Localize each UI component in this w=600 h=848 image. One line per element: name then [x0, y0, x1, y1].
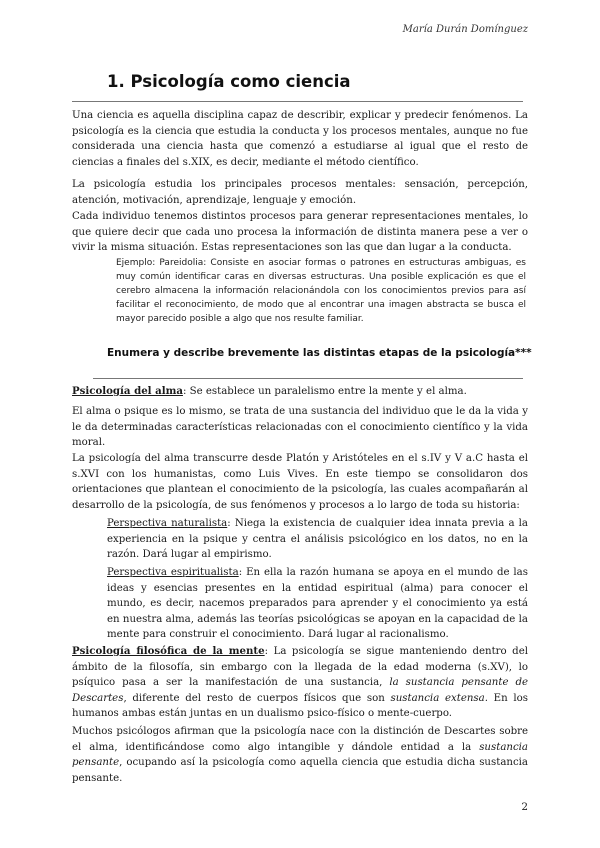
section-heading-etapas: Enumera y describe brevemente las distintas etapas de la psicología*** [107, 347, 532, 359]
descartes-text-2: , ocupando así la psicología como aquella ciencia que estudia dicha sustancia pensante. [72, 757, 528, 784]
paragraph-filosofica [72, 644, 528, 722]
paragraph-alma-psique: El alma o psique es lo mismo, se trata de una sustancia del individuo que le da la vida y le da determinadas características relacionadas con el conocimiento científico y la vida moral. [72, 406, 528, 449]
naturalista-text: : Niega la existencia de cualquier idea innata previa a la experiencia en la psique y centra el análisis psicológico en los datos, no en la razón. Dará lugar al empirismo. [107, 518, 528, 561]
descartes-text-1: Muchos psicólogos afirman que la psicología nace con la distinción de Descartes sobre el alma, identificándose como algo intangible y dándole entidad a la [72, 726, 528, 753]
descartes-italic: sustancia pensante [72, 741, 528, 769]
author-header: María Durán Domínguez [402, 24, 528, 35]
example-pareidolia: Ejemplo: Pareidolia: Consiste en asociar formas o patrones en estructuras ambiguas, es muy común identificar caras en diversas estructuras. Una posible explicación es que el cerebro almacena la información relacionándola con los conocimientos previos para así facilitar el reconocimiento, de modo que al encontrar una imagen abstracta se busca el mayor parecido posible a algo que nos resulte familiar. [116, 258, 526, 324]
page-number: 2 [521, 801, 528, 813]
section-title: 1. Psicología como ciencia [107, 72, 351, 91]
term-perspectiva-espiritualista: Perspectiva espiritualista [107, 567, 239, 578]
filosofica-italic-1: la sustancia pensante de Descartes [72, 677, 528, 704]
paragraph-descartes [72, 724, 528, 786]
espiritualista-text: : En ella la razón humana se apoya en el mundo de las ideas y esencias presentes en la entidad espiritual (alma) para conocer el mundo, es decir, nacemos preparados para aprender y el conocimiento ya está en nuestra alma, además las teorías psicológicas se apoyan en la capacidad de la mente para construir el conocimiento. Dará lugar al racionalismo. [107, 567, 528, 641]
paragraph-ciencia: Una ciencia es aquella disciplina capaz de describir, explicar y predecir fenómenos. La psicología es la ciencia que estudia la conducta y los procesos mentales, aunque no fue considerada una ciencia hasta que comenzó a estudiarse al igual que el resto de ciencias a finales del s.XIX, es decir, mediante el método científico. [72, 110, 528, 168]
paragraph-espiritualista [107, 565, 528, 643]
heading-divider [93, 378, 523, 379]
filosofica-italic-2: sustancia extensa [390, 692, 485, 704]
paragraph-representaciones: Cada individuo tenemos distintos procesos para generar representaciones mentales, lo que quiere decir que cada uno procesa la información de distinta manera pese a ver o vivir la misma situación. Estas representaciones son las que dan lugar a la conducta. [72, 211, 528, 254]
term-psicologia-filosofica: Psicología filosófica de la mente [72, 645, 265, 657]
term-perspectiva-naturalista: Perspectiva naturalista [107, 518, 228, 529]
title-divider [72, 101, 523, 102]
term-psicologia-del-alma: Psicología del alma [72, 385, 183, 397]
filosofica-text-3: . En los humanos ambas están juntas en un dualismo psico-físico o mente-cuerpo. [72, 692, 528, 720]
paragraph-procesos: La psicología estudia los principales procesos mentales: sensación, percepción, atención, motivación, aprendizaje, lenguaje y emoción. [72, 179, 528, 206]
paragraph-naturalista [107, 516, 528, 563]
paragraph-alma-intro [72, 384, 528, 400]
paragraph-alma-historia: La psicología del alma transcurre desde Platón y Aristóteles en el s.IV y V a.C hasta el s.XVI con los humanistas, como Luis Vives. En este tiempo se consolidaron dos orientaciones que plantean el conocimiento de la psicología, las cuales acompañarán al desarrollo de la psicología, de sus fenómenos y procesos a lo largo de toda su historia: [72, 453, 528, 511]
filosofica-text-2: , diferente del resto de cuerpos físicos que son [123, 692, 391, 704]
alma-lead-text: : Se establece un paralelismo entre la mente y el alma. [182, 386, 467, 397]
filosofica-text-1: : La psicología se sigue manteniendo dentro del ámbito de la filosofía, sin embargo con la llegada de la edad moderna (s.XV), lo psíquico pasa a ser la manifestación de una sustancia, [72, 646, 528, 689]
